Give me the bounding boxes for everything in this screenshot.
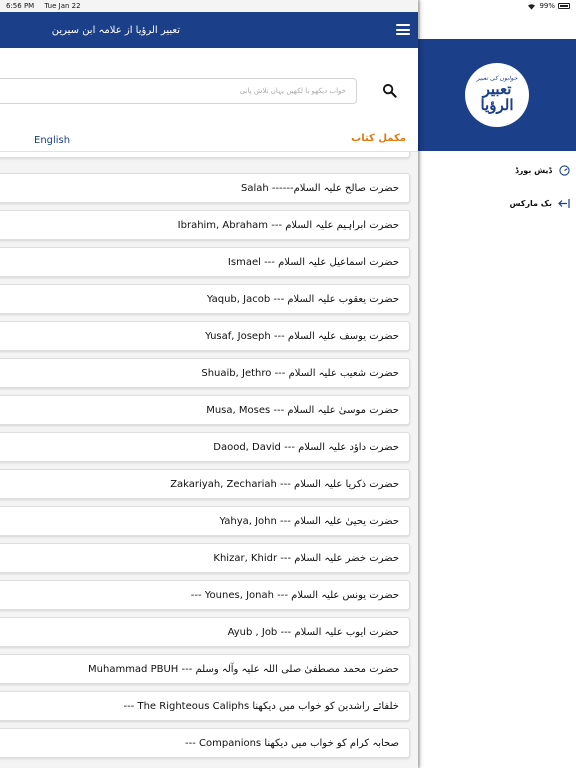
status-left [6, 2, 89, 10]
tab-english[interactable]: English [34, 135, 71, 146]
list-item-text: حضرت ایوب علیہ السلام --- Ayub , Job [227, 626, 399, 638]
bookmark-arrow-icon [558, 197, 570, 209]
battery-percent: 99% [539, 2, 555, 10]
list-item-text: حضرت اسماعیل علیہ السلام --- Ismael [227, 256, 399, 268]
side-item-bookmarks[interactable] [418, 193, 576, 213]
list-item-text: حضرت محمد مصطفیٰ صلی اللہ علیہ وآلہ وسلم --- Muhammad PBUH [88, 663, 399, 675]
list-item-text: حضرت یوسف علیہ السلام --- Yusaf, Joseph [205, 330, 399, 342]
status-bar [0, 0, 576, 12]
list-item[interactable] [0, 691, 410, 721]
status-right [527, 2, 570, 10]
wifi-icon [527, 3, 536, 10]
side-item-dashboard[interactable] [418, 160, 576, 180]
tabs-row [0, 128, 418, 152]
list-item-text: خلفائے راشدین کو خواب میں دیکھنا The Righteous Caliphs --- [123, 700, 399, 712]
side-menu-header [418, 39, 576, 151]
search-box [0, 78, 357, 104]
side-item-bookmarks-label: بک مارکس [509, 198, 552, 208]
app-logo [465, 63, 529, 127]
list-item-text: حضرت خضر علیہ السلام --- Khizar, Khidr [213, 552, 399, 564]
list-item[interactable] [0, 321, 410, 351]
list-item-text: حضرت داؤد علیہ السلام --- Daood, David [213, 441, 399, 453]
list-item[interactable] [0, 543, 410, 573]
list-item[interactable] [0, 469, 410, 499]
list-item[interactable] [0, 432, 410, 462]
page-title: تعبیر الرؤیا از علامہ ابن سیرین [51, 24, 180, 36]
list-item-text: صحابہ کرام کو خواب میں دیکھنا Companions --- [185, 737, 399, 749]
search-input[interactable] [0, 87, 346, 95]
list-item-text: حضرت یعقوب علیہ السلام --- Yaqub, Jacob [206, 293, 399, 305]
list-item-text: حضرت موسیٰ علیہ السلام --- Musa, Moses [206, 404, 399, 416]
list-item[interactable] [0, 617, 410, 647]
list-item[interactable] [0, 654, 410, 684]
list-item[interactable] [0, 210, 410, 240]
tab-complete-book[interactable]: مکمل کتاب [351, 133, 406, 144]
logo-title: تعبیر الرؤیا [480, 80, 514, 115]
side-item-dashboard-label: ڈیش بورڈ [515, 165, 552, 175]
side-menu [418, 0, 576, 768]
list-item-text: حضرت یونس علیہ السلام --- Younes, Jonah --- [190, 589, 399, 601]
status-date: Tue Jan 22 [44, 2, 81, 10]
prophets-list [0, 152, 418, 768]
list-item[interactable] [0, 247, 410, 277]
logo-tagline: خوابوں کی تعبیر [476, 75, 518, 83]
list-item-text: حضرت شعیب علیہ السلام --- Shuaib, Jethro [201, 367, 399, 379]
dashboard-icon [558, 164, 570, 176]
list-item[interactable] [0, 284, 410, 314]
search-area [0, 48, 418, 128]
top-app-bar [0, 12, 418, 48]
list-item[interactable] [0, 395, 410, 425]
list-item[interactable] [0, 728, 410, 758]
search-button[interactable] [380, 81, 398, 99]
menu-icon[interactable] [396, 24, 410, 35]
battery-icon [558, 3, 570, 9]
list-item[interactable] [0, 580, 410, 610]
list-item-text: حضرت صالح علیہ السلام------ Salah [241, 182, 399, 194]
list-item-text: حضرت ابراہیم علیہ السلام --- Ibrahim, Abraham [177, 219, 399, 231]
list-item-text: حضرت یحییٰ علیہ السلام --- Yahya, John [219, 515, 399, 527]
list-item[interactable] [0, 506, 410, 536]
list-item-text: حضرت ذکریا علیہ السلام --- Zakariyah, Zechariah [170, 478, 399, 490]
list-item-partial[interactable] [0, 152, 410, 158]
search-icon [382, 83, 397, 98]
list-item[interactable] [0, 358, 410, 388]
status-time: 6:56 PM [6, 2, 35, 10]
list-item[interactable] [0, 173, 410, 203]
